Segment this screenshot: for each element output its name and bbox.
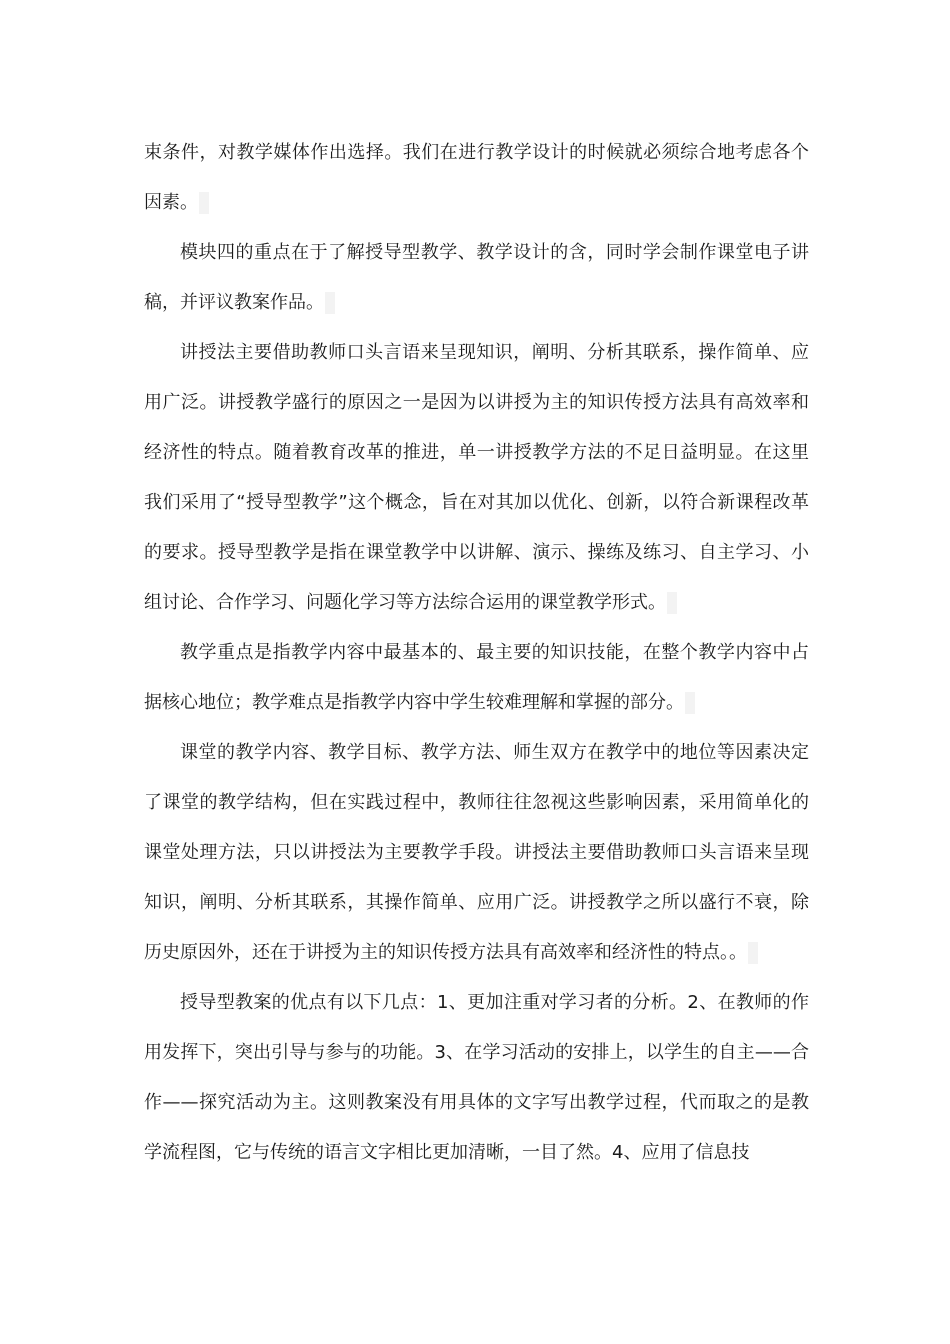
paragraph-4-text: 教学重点是指教学内容中最基本的、最主要的知识技能，在整个教学内容中占据核心地位；教学难点是指教学内容中学生较难理解和掌握的部分。 <box>144 642 809 713</box>
paragraph-2-text: 模块四的重点在于了解授导型教学、教学设计的含，同时学会制作课堂电子讲稿，并评议教案作品。 <box>144 242 809 313</box>
paragraph-5 <box>144 728 809 978</box>
document-body <box>144 128 809 1178</box>
paragraph-end-mark <box>199 192 209 214</box>
paragraph-end-mark <box>748 942 758 964</box>
paragraph-2 <box>144 228 809 328</box>
paragraph-3-text: 讲授法主要借助教师口头言语来呈现知识，阐明、分析其联系，操作简单、应用广泛。讲授教学盛行的原因之一是因为以讲授为主的知识传授方法具有高效率和经济性的特点。随着教育改革的推进，单一讲授教学方法的不足日益明显。在这里我们采用了“授导型教学”这个概念，旨在对其加以优化、创新，以符合新课程改革的要求。授导型教学是指在课堂教学中以讲解、演示、操练及练习、自主学习、小组讨论、合作学习、问题化学习等方法综合运用的课堂教学形式。 <box>144 342 809 613</box>
paragraph-6-text: 授导型教案的优点有以下几点：1、更加注重对学习者的分析。2、在教师的作用发挥下，突出引导与参与的功能。3、在学习活动的安排上，以学生的自主——合作——探究活动为主。这则教案没有用具体的文字写出教学过程，代而取之的是教学流程图，它与传统的语言文字相比更加清晰，一目了然。4、应用了信息技 <box>144 992 809 1163</box>
paragraph-1 <box>144 128 809 228</box>
paragraph-5-text: 课堂的教学内容、教学目标、教学方法、师生双方在教学中的地位等因素决定了课堂的教学结构，但在实践过程中，教师往往忽视这些影响因素，采用简单化的课堂处理方法，只以讲授法为主要教学手段。讲授法主要借助教师口头言语来呈现知识，阐明、分析其联系，其操作简单、应用广泛。讲授教学之所以盛行不衰，除历史原因外，还在于讲授为主的知识传授方法具有高效率和经济性的特点。。 <box>144 742 809 963</box>
paragraph-1-text: 束条件，对教学媒体作出选择。我们在进行教学设计的时候就必须综合地考虑各个因素。 <box>144 142 809 213</box>
paragraph-end-mark <box>667 592 677 614</box>
paragraph-end-mark <box>325 292 335 314</box>
paragraph-4 <box>144 628 809 728</box>
paragraph-6 <box>144 978 809 1178</box>
paragraph-3 <box>144 328 809 628</box>
paragraph-end-mark <box>685 692 695 714</box>
